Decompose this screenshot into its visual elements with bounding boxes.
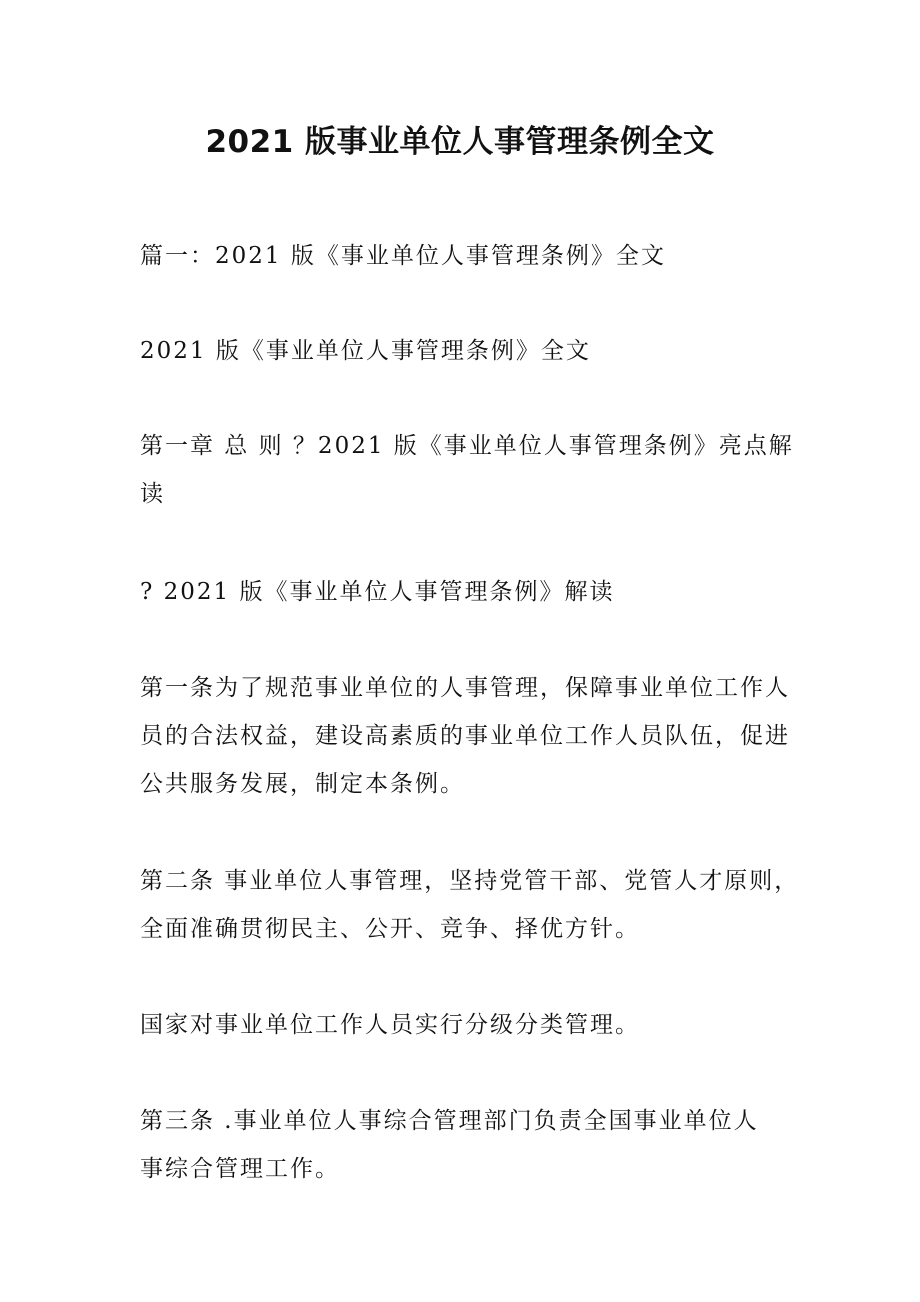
paragraph-line: 篇一：2021 版《事业单位人事管理条例》全文 [140,243,666,269]
paragraph-line: 事综合管理工作。 [140,1156,340,1182]
paragraph-chapter-1 [140,422,794,518]
paragraph-article-3 [140,1097,790,1193]
paragraph-line: 第一章 总 则 ？2021 版《事业单位人事管理条例》亮点解 [140,433,794,459]
paragraph-line: 第二条 事业单位人事管理，坚持党管干部、党管人才原则， [140,868,800,894]
paragraph-line: 员的合法权益，建设高素质的事业单位工作人员队伍，促进 [140,723,790,749]
paragraph-line: 读 [140,481,165,507]
paragraph-line: ? 2021 版《事业单位人事管理条例》解读 [140,579,615,605]
paragraph-heading-2 [140,327,790,375]
paragraph-line: 公共服务发展，制定本条例。 [140,771,465,797]
paragraph-interpretation [140,568,790,616]
paragraph-line: 国家对事业单位工作人员实行分级分类管理。 [140,1012,640,1038]
document-title: 2021 版事业单位人事管理条例全文 [205,124,715,160]
paragraph-line: 第一条为了规范事业单位的人事管理，保障事业单位工作人 [140,675,790,701]
paragraph-article-1 [140,664,790,808]
paragraph-line: 2021 版《事业单位人事管理条例》全文 [140,338,591,364]
paragraph-line: 第三条 .事业单位人事综合管理部门负责全国事业单位人 [140,1108,759,1134]
paragraph-line: 全面准确贯彻民主、公开、竞争、择优方针。 [140,916,640,942]
paragraph-classification [140,1001,790,1049]
paragraph-heading-1 [140,232,790,280]
paragraph-article-2 [140,857,800,953]
